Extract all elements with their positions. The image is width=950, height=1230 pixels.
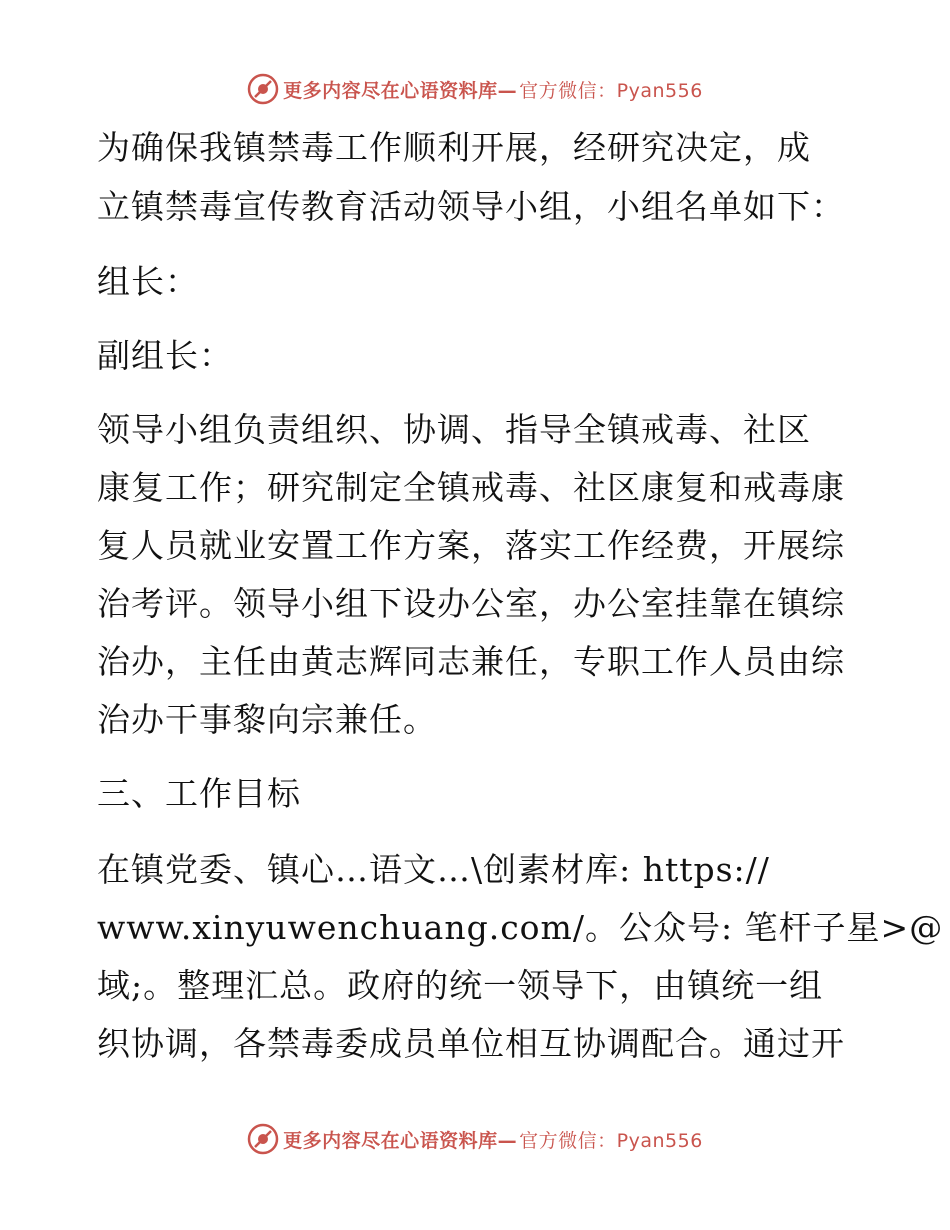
body-line: 域;。整理汇总。政府的统一领导下，由镇统一组 xyxy=(97,966,824,1005)
watermark-footer xyxy=(0,1122,950,1156)
body-line: 康复工作；研究制定全镇戒毒、社区康复和戒毒康 xyxy=(97,468,845,507)
body-line: www.xinyuwenchuang.com/。公众号: 笔杆子星>@ xyxy=(97,908,944,947)
brand-logo-icon xyxy=(247,73,279,105)
watermark-header xyxy=(0,72,950,106)
body-line: 治办，主任由黄志辉同志兼任，专职工作人员由综 xyxy=(97,642,845,681)
body-line: 复人员就业安置工作方案，落实工作经费，开展综 xyxy=(97,526,845,565)
body-line: 副组长： xyxy=(97,336,233,375)
body-line: 治考评。领导小组下设办公室，办公室挂靠在镇综 xyxy=(97,584,845,623)
body-line: 织协调，各禁毒委成员单位相互协调配合。通过开 xyxy=(97,1024,845,1063)
body-line: 治办干事黎向宗兼任。 xyxy=(97,700,437,739)
body-line: 在镇党委、镇心…语文…\创素材库: https:// xyxy=(97,850,770,889)
body-line: 立镇禁毒宣传教育活动领导小组，小组名单如下： xyxy=(97,187,845,226)
section-heading: 三、工作目标 xyxy=(97,774,301,813)
body-line: 为确保我镇禁毒工作顺利开展，经研究决定，成 xyxy=(97,128,811,167)
watermark-wechat: 官方微信：Pyan556 xyxy=(519,79,703,102)
body-line: 组长： xyxy=(97,262,199,301)
watermark-wechat: 官方微信：Pyan556 xyxy=(519,1129,703,1152)
brand-logo-icon xyxy=(247,1123,279,1155)
body-line: 领导小组负责组织、协调、指导全镇戒毒、社区 xyxy=(97,410,811,449)
watermark-text: 更多内容尽在心语资料库— xyxy=(283,79,518,102)
watermark-text: 更多内容尽在心语资料库— xyxy=(283,1129,518,1152)
